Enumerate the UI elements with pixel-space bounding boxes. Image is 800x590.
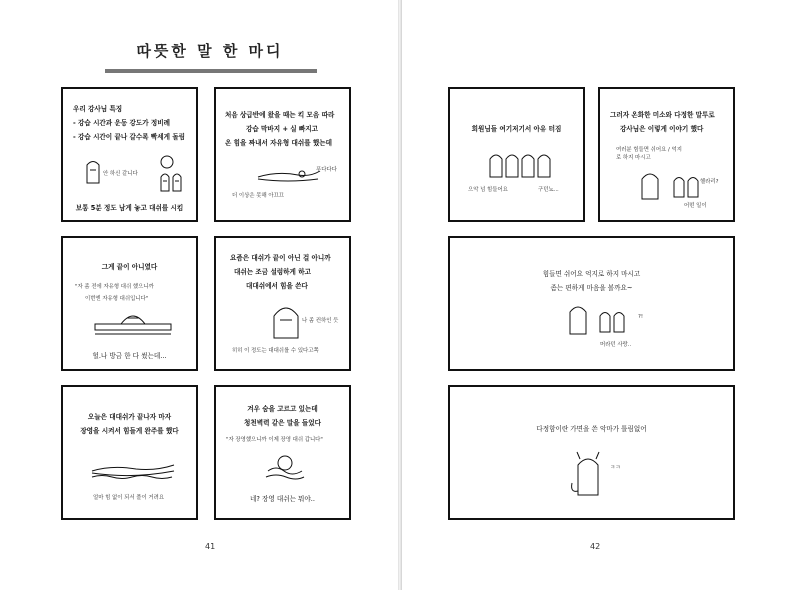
panel-caption: 보통 5분 정도 남게 놓고 대쉬를 시킴 xyxy=(75,204,184,212)
comic-panel-1 xyxy=(61,87,198,222)
panel-caption: 더 이상은 못해 아끄끄 xyxy=(232,193,285,199)
panel-text: 처음 상급반에 왔을 때는 킥 모음 따라 xyxy=(225,111,335,119)
comic-panel-r1 xyxy=(448,87,585,222)
panel-caption: 히히 이 정도는 대대쉬를 수 있다고쪽 xyxy=(232,348,319,354)
speech-text: ㅋㅋ xyxy=(610,465,621,471)
comic-panel-r4 xyxy=(448,385,735,520)
right-page xyxy=(402,0,800,590)
speech-text: 으악 넘 힘들어요 xyxy=(468,187,508,193)
panel-quote: "자 좀 전에 자유형 대쉬 했으니까 xyxy=(75,284,154,290)
comic-panel-3 xyxy=(61,236,198,371)
pool-edge-drawing xyxy=(93,310,173,350)
reply-text: 헬라리? xyxy=(700,179,719,185)
panel-text: 힘들면 쉬어요 억지로 하지 마시고 xyxy=(542,270,641,278)
panel-text: 요즘은 대쉬가 끝이 아닌 걸 아니까 xyxy=(230,254,331,262)
page-number: 41 xyxy=(205,542,216,551)
panel-text: 대대쉬에서 힘을 쓴다 xyxy=(246,282,308,290)
speech-text: 여러분 힘들면 쉬어요 / 억지로 하지 마시고 xyxy=(616,147,682,161)
panel-text: 다정함이란 가면을 쓴 악마가 틀림없어 xyxy=(536,425,647,433)
comic-panel-r2 xyxy=(598,87,735,222)
swimmer-drawing xyxy=(266,302,306,342)
page-title: 따뜻한 말 한 마디 xyxy=(136,42,284,60)
panel-caption: 얼마 힘 없이 되서 풀이 거려요 xyxy=(93,495,165,501)
panel-text: 장영을 시켜서 힘들게 완주를 했다 xyxy=(80,427,179,435)
panel-caption: 머라던 사랑.. xyxy=(600,342,632,348)
panel-text: 오늘은 대대쉬가 끝나자 마자 xyxy=(87,413,172,421)
panel-caption: 네? 장영 대쉬는 뭐야.. xyxy=(250,495,315,503)
panel-quote: "자 장영했으니까 이제 장영 대쉬 갑니다" xyxy=(226,437,323,443)
panel-text: 대쉬는 조금 설렁하게 하고 xyxy=(234,268,311,276)
speech-text: 안 하신 같니다 xyxy=(103,171,138,177)
comic-panel-2 xyxy=(214,87,351,222)
comic-panel-4 xyxy=(214,236,351,371)
speech-text: 푸다다다 xyxy=(316,167,337,173)
panel-text: 청천벽력 같은 말을 들었다 xyxy=(244,419,321,427)
panel-caption: 어떤 일이 xyxy=(684,203,707,209)
instructor-and-swimmers-drawing xyxy=(568,304,638,334)
group-swimmers-drawing xyxy=(488,149,552,179)
panel-text: 회원님들 여기저기서 아유 터짐 xyxy=(471,125,562,133)
comic-panel-r3 xyxy=(448,236,735,371)
devil-instructor-drawing xyxy=(568,451,608,501)
page-number: 42 xyxy=(590,542,601,551)
floating-swimmer-drawing xyxy=(88,461,178,481)
panel-text: 그러자 온화한 미소와 다정한 말투로 xyxy=(610,111,715,119)
speech-text: 구던뇨... xyxy=(538,187,559,193)
speech-text: ?! xyxy=(638,314,644,320)
panel-text: - 강습 시간과 운동 강도가 정비례 xyxy=(73,119,171,127)
comic-panel-5 xyxy=(61,385,198,520)
speech-text: 나 좀 컨하인 듯 xyxy=(302,318,339,324)
panel-text: 우리 강사님 특징 xyxy=(73,105,123,113)
left-page xyxy=(0,0,398,590)
swimmer-in-water-drawing xyxy=(264,453,306,483)
panel-text: 온 힘을 짜내서 자유형 대쉬를 했는데 xyxy=(225,139,333,147)
panel-text: 좀는 편하게 마음을 볼까요~ xyxy=(550,284,633,292)
comic-panel-6 xyxy=(214,385,351,520)
panel-text: 강습 막바지 + 실 빠지고 xyxy=(246,125,319,133)
panel-text: 겨우 숨을 고르고 있는데 xyxy=(247,405,318,413)
panel-caption: 헐.나 방금 한 다 썼는데... xyxy=(92,352,167,360)
panel-quote: 이번엔 자유형 대쉬입니다" xyxy=(85,296,149,302)
panel-text: - 강습 시간이 끝나 갈수록 빡세게 돌림 xyxy=(73,133,186,141)
title-underline xyxy=(105,69,317,73)
panel-text: 그게 끝이 아니였다 xyxy=(101,263,158,271)
panel-text: 강사님은 이렇게 이야기 했다 xyxy=(620,125,704,133)
